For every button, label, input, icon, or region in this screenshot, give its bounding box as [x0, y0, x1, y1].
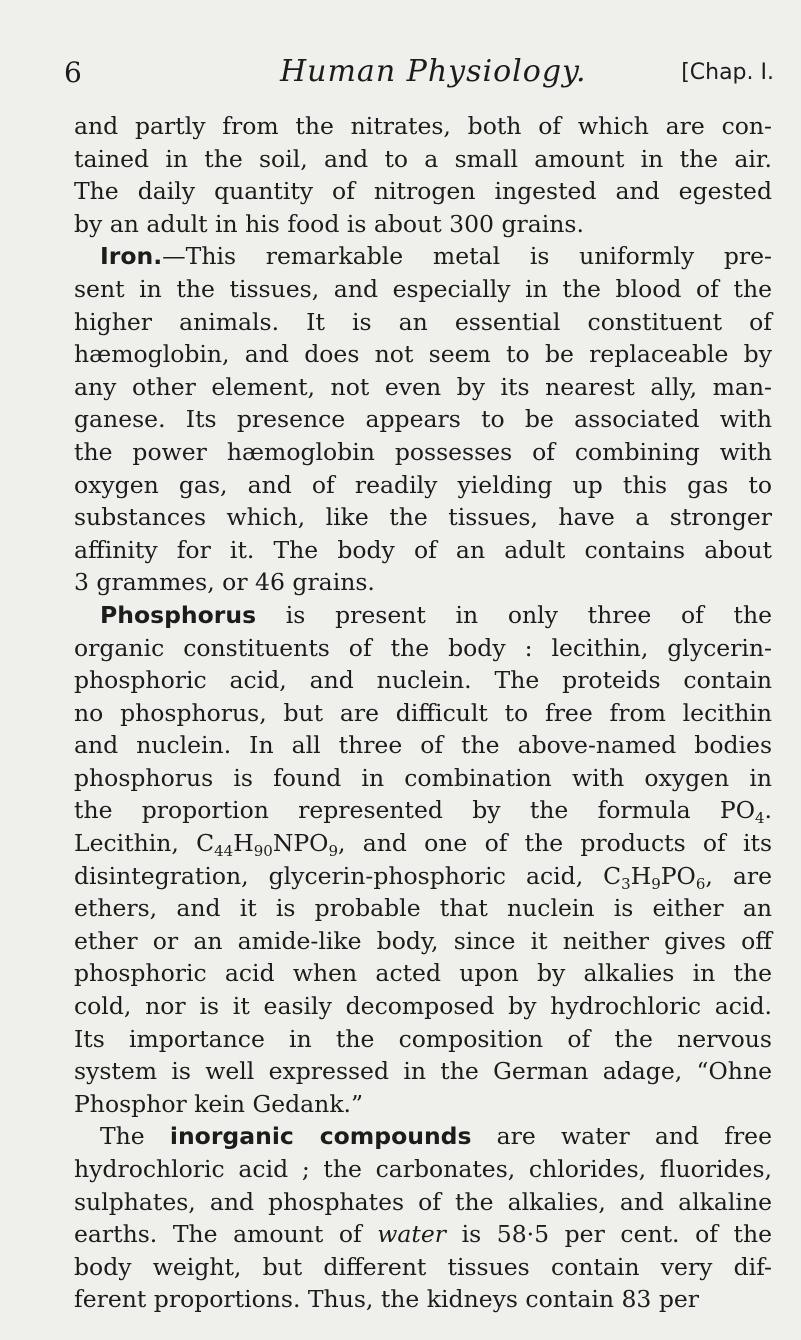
text-line: organic constituents of the body : lecithin, glycerin-: [74, 633, 772, 662]
text-line: substances which, like the tissues, have a stronger: [74, 503, 772, 532]
text-line: Lecithin, $C_{44}H_{90}NPO_9$, and one of the products of its: [74, 829, 773, 861]
section-heading-inorganic: inorganic compounds: [169, 1122, 472, 1151]
text-line: phosphoric acid when acted upon by alkalies in the: [74, 959, 772, 988]
page-number: 6: [64, 56, 82, 89]
text-line: tained in the soil, and to a small amount in the air.: [74, 144, 772, 173]
running-header: [64, 56, 774, 96]
text-line: sent in the tissues, and especially in the blood of the: [74, 274, 772, 303]
chapter-label: [Chap. I.: [681, 60, 774, 85]
text-line: Iron.—This remarkable metal is uniformly pre-: [100, 242, 772, 271]
section-heading-iron: Iron.: [100, 242, 163, 271]
text-line: The daily quantity of nitrogen ingested and egested: [74, 177, 772, 206]
text-line: ganese. Its presence appears to be associated with: [74, 405, 772, 434]
body-text: [74, 110, 772, 1316]
text-line: by an adult in his food is about 300 grains.: [74, 209, 584, 238]
text-line: ferent proportions. Thus, the kidneys contain 83 per: [74, 1285, 700, 1314]
text-line: The inorganic compounds are water and free: [100, 1122, 772, 1151]
text-line: Its importance in the composition of the nervous: [74, 1024, 772, 1053]
text-line: Phosphorus is present in only three of the: [100, 600, 772, 629]
text-line: 3 grammes, or 46 grains.: [74, 568, 375, 597]
text-line: Phosphor kein Gedank.”: [74, 1089, 364, 1118]
text-line: phosphoric acid, and nuclein. The proteids contain: [74, 666, 772, 695]
text-line: oxygen gas, and of readily yielding up this gas to: [74, 470, 772, 499]
text-line: system is well expressed in the German adage, “Ohne: [74, 1057, 772, 1086]
text-line: disintegration, glycerin-phosphoric acid, $C_3H_9PO_6$, are: [74, 861, 772, 893]
text-line: ethers, and it is probable that nuclein is either an: [74, 894, 772, 923]
text-line: ether or an amide-like body, since it neither gives off: [74, 926, 772, 955]
text-line: affinity for it. The body of an adult contains about: [74, 535, 772, 564]
text-line: the power hæmoglobin possesses of combining with: [74, 437, 772, 466]
text-line: earths. The amount of water is 58·5 per cent. of the: [74, 1220, 773, 1249]
running-title: Human Physiology.: [280, 54, 587, 89]
emphasis-water: water: [377, 1220, 447, 1249]
text-line: and nuclein. In all three of the above-named bodies: [74, 731, 772, 760]
text-line: the proportion represented by the formula $PO_4$.: [74, 796, 772, 828]
text-line: hæmoglobin, and does not seem to be replaceable by: [74, 340, 772, 369]
text-line: hydrochloric acid ; the carbonates, chlorides, fluorides,: [74, 1155, 772, 1183]
text-line: any other element, not even by its nearest ally, man-: [74, 372, 772, 401]
section-heading-phosphorus: Phosphorus: [100, 600, 257, 629]
text-line: higher animals. It is an essential constituent of: [74, 307, 772, 336]
text-line: sulphates, and phosphates of the alkalies, and alkaline: [74, 1187, 772, 1216]
text-line: cold, nor is it easily decomposed by hydrochloric acid.: [74, 992, 772, 1021]
text-line: phosphorus is found in combination with oxygen in: [74, 763, 772, 792]
text-line: body weight, but different tissues contain very dif-: [74, 1252, 772, 1281]
text-line: no phosphorus, but are difficult to free from lecithin: [74, 698, 772, 727]
text-line: and partly from the nitrates, both of which are con-: [74, 112, 772, 140]
